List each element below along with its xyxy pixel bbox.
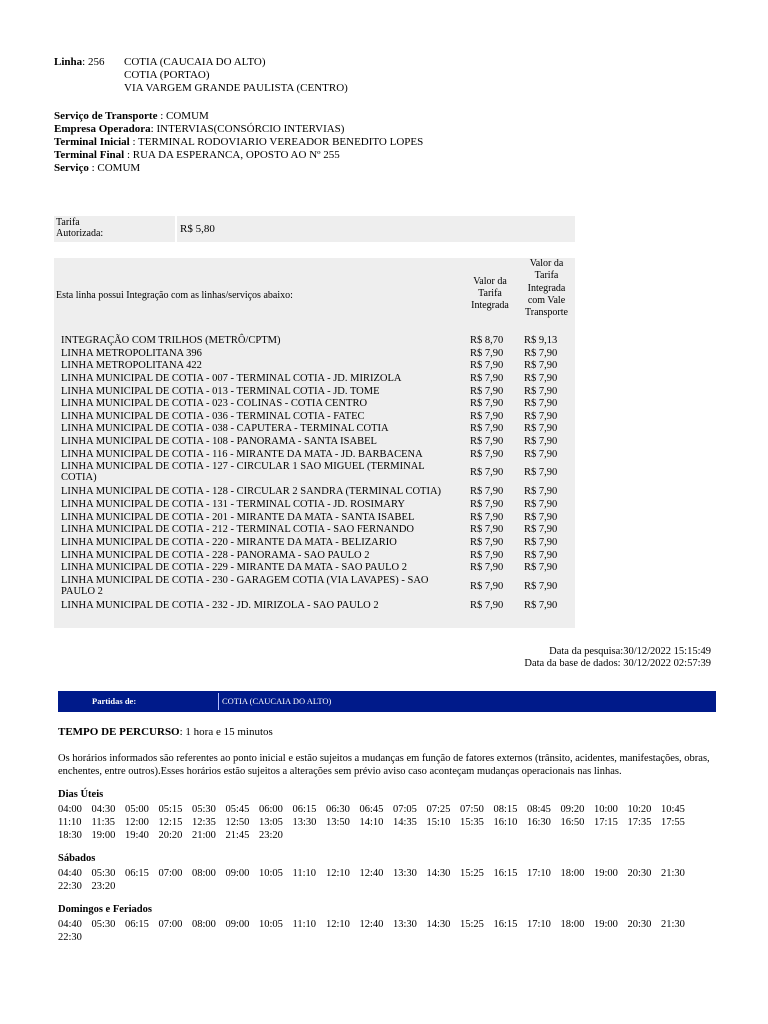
integracao-row-valor-vt: R$ 7,90: [524, 562, 558, 574]
integracao-row-valor-vt: R$ 7,90: [524, 360, 558, 372]
integracao-row-valor: R$ 7,90: [470, 499, 504, 511]
departure-time: 12:10: [326, 919, 350, 930]
servico-transporte-row: Serviço de Transporte : COMUM: [54, 110, 209, 122]
integracao-row-name: LINHA MUNICIPAL DE COTIA - 232 - JD. MIRIZOLA - SAO PAULO 2: [61, 599, 379, 611]
departure-time: 08:00: [192, 919, 216, 930]
departure-time: 11:10: [292, 919, 317, 930]
integracao-row: [54, 373, 575, 386]
departure-time: 15:10: [426, 817, 451, 828]
servico-label: Serviço: [54, 162, 89, 174]
integracao-row-valor-vt: R$ 7,90: [524, 599, 558, 611]
departure-time: 10:45: [661, 804, 685, 815]
integracao-row-valor-vt: R$ 7,90: [524, 511, 558, 523]
departure-time: 07:05: [393, 804, 417, 815]
sched-domingos: [58, 918, 718, 944]
departure-time: 16:10: [493, 817, 518, 828]
departure-time: 16:50: [560, 817, 585, 828]
integracao-row-valor: R$ 8,70: [470, 335, 504, 346]
integracao-row-valor: R$ 7,90: [470, 398, 504, 410]
tarifa-box: [54, 216, 575, 242]
departure-time: 10:20: [627, 804, 652, 815]
integracao-row-valor-vt: R$ 7,90: [524, 398, 558, 410]
sched-uteis: [58, 803, 718, 842]
departure-time: 10:05: [259, 919, 283, 930]
data-base: Data da base de dados: 30/12/2022 02:57:39: [524, 658, 711, 669]
partidas-bar: [58, 691, 716, 712]
departure-time: 14:35: [393, 817, 417, 828]
integracao-row: [54, 537, 575, 550]
terminal-final-label: Terminal Final: [54, 149, 125, 161]
departure-time: 20:20: [158, 830, 183, 841]
integracao-row-name: LINHA METROPOLITANA 396: [61, 347, 202, 359]
linha-header: Linha: 256: [54, 56, 105, 68]
departure-time: 22:30: [58, 932, 82, 943]
sched-sabados: [58, 867, 718, 893]
departure-time: 12:15: [158, 817, 183, 828]
col-header-tarifa-vale-transporte: Valor da Tarifa Integrada com Vale Transporte: [525, 258, 568, 319]
servico-value: COMUM: [97, 162, 141, 174]
departure-time: 13:50: [326, 817, 350, 828]
departure-time: 14:30: [426, 868, 451, 879]
departure-time: 17:55: [661, 817, 685, 828]
integracao-row: [54, 512, 575, 525]
departure-time: 05:15: [158, 804, 183, 815]
departure-time: 15:25: [460, 868, 484, 879]
integracao-row-valor: R$ 7,90: [470, 580, 504, 592]
servico-row: Serviço : COMUM: [54, 162, 141, 174]
integracao-row-valor-vt: R$ 7,90: [524, 410, 558, 422]
integracao-row: [54, 335, 575, 348]
servico-transporte-value: COMUM: [166, 110, 209, 122]
integracao-row-valor-vt: R$ 7,90: [524, 536, 558, 548]
integracao-row-name: LINHA MUNICIPAL DE COTIA - 220 - MIRANTE DA MATA - BELIZARIO: [61, 536, 397, 548]
integracao-row-name: LINHA MUNICIPAL DE COTIA - 128 - CIRCULAR 2 SANDRA (TERMINAL COTIA): [61, 486, 442, 498]
integracao-row: [54, 524, 575, 537]
linha-destino: COTIA (PORTAO): [124, 69, 210, 81]
integracao-row-name: LINHA MUNICIPAL DE COTIA - 023 - COLINAS - COTIA CENTRO: [61, 398, 368, 410]
info-block: [54, 110, 423, 175]
integracao-row-valor: R$ 7,90: [470, 467, 504, 479]
departure-time: 08:45: [527, 804, 551, 815]
departure-time: 17:10: [527, 919, 551, 930]
departure-time: 13:05: [259, 817, 283, 828]
tempo-percurso: [58, 726, 273, 738]
integracao-row: [54, 550, 575, 563]
integracao-row-valor: R$ 7,90: [470, 436, 504, 448]
integracao-row-valor: R$ 7,90: [470, 448, 504, 460]
integracao-row-valor-vt: R$ 7,90: [524, 347, 558, 359]
aviso-text: Os horários informados são referentes ao ponto inicial e estão sujeitos a mudanças em função de fatores externos (trânsito, acidentes, manifestações, obras, enchentes, entre outros).Esses horários estão sujeitos a alterações sem prévio aviso caso aconteçam mudanças operacionais nas linhas.: [58, 753, 710, 777]
empresa-value: INTERVIAS(CONSÓRCIO INTERVIAS): [156, 123, 345, 135]
tarifa-value: R$ 5,80: [180, 223, 215, 235]
departure-time: 13:30: [393, 868, 417, 879]
departure-time: 06:15: [125, 868, 149, 879]
linha-number: 256: [87, 56, 105, 68]
integracao-row-valor-vt: R$ 7,90: [524, 524, 558, 536]
tempo-value: : 1 hora e 15 minutos: [179, 726, 273, 738]
departure-time: 20:30: [627, 919, 652, 930]
departure-time: 06:30: [326, 804, 350, 815]
integracao-row-valor-vt: R$ 7,90: [524, 467, 558, 479]
integracao-row-valor: R$ 7,90: [470, 347, 504, 359]
integracao-row: [54, 449, 575, 462]
datas-block: [524, 646, 711, 670]
departure-time: 18:00: [560, 919, 585, 930]
departure-time: 08:15: [493, 804, 518, 815]
departure-time: 09:20: [560, 804, 585, 815]
col-header-tarifa-integrada: Valor da Tarifa Integrada: [471, 276, 509, 311]
integracao-row: [54, 575, 575, 600]
integracao-row-valor: R$ 7,90: [470, 511, 504, 523]
partidas-separator: [218, 693, 219, 710]
departure-time: 07:00: [158, 919, 183, 930]
integracao-row-name: LINHA METROPOLITANA 422: [61, 360, 202, 372]
departure-time: 04:40: [58, 919, 82, 930]
integracao-row-name: LINHA MUNICIPAL DE COTIA - 038 - CAPUTERA - TERMINAL COTIA: [61, 423, 389, 435]
empresa-label: Empresa Operadora: [54, 123, 151, 135]
departure-time: 16:30: [527, 817, 551, 828]
integracao-row: [54, 423, 575, 436]
departure-time: 17:10: [527, 868, 551, 879]
departure-time: 17:35: [627, 817, 652, 828]
departure-time: 21:00: [192, 830, 216, 841]
data-pesquisa: Data da pesquisa:30/12/2022 15:15:49: [549, 646, 711, 657]
departure-time: 05:30: [91, 868, 116, 879]
integracao-row-name: LINHA MUNICIPAL DE COTIA - 007 - TERMINAL COTIA - JD. MIRIZOLA: [61, 372, 402, 384]
departure-time: 06:45: [359, 804, 384, 815]
integracao-row-valor: R$ 7,90: [470, 536, 504, 548]
terminal-inicial-label: Terminal Inicial: [54, 136, 130, 148]
departure-time: 11:35: [91, 817, 116, 828]
departure-time: 11:10: [292, 868, 317, 879]
integracao-row: [54, 461, 575, 486]
integracao-row: [54, 486, 575, 499]
departure-time: 15:35: [460, 817, 484, 828]
departure-time: 19:00: [594, 919, 618, 930]
integracao-row-valor: R$ 7,90: [470, 423, 504, 435]
sched-title-sabados: Sábados: [58, 853, 96, 864]
departure-time: 08:00: [192, 868, 216, 879]
departure-time: 21:30: [661, 868, 685, 879]
departure-time: 04:30: [91, 804, 116, 815]
linha-destino: VIA VARGEM GRANDE PAULISTA (CENTRO): [124, 82, 348, 94]
linha-destinos: [124, 56, 348, 95]
departure-time: 13:30: [393, 919, 417, 930]
departure-time: 13:30: [292, 817, 317, 828]
departure-time: 20:30: [627, 868, 652, 879]
departure-time: 12:50: [225, 817, 250, 828]
departure-time: 04:00: [58, 804, 82, 815]
departure-time: 12:00: [125, 817, 149, 828]
tarifa-separator: [175, 216, 177, 242]
terminal-final-row: Terminal Final : RUA DA ESPERANCA, OPOSTO AO Nº 255: [54, 149, 340, 161]
departure-time: 07:50: [460, 804, 484, 815]
departure-time: 07:25: [426, 804, 451, 815]
integracao-row-valor-vt: R$ 9,13: [524, 335, 558, 346]
integracao-row-name: LINHA MUNICIPAL DE COTIA - 228 - PANORAMA - SAO PAULO 2: [61, 549, 370, 561]
integracao-row-valor-vt: R$ 7,90: [524, 448, 558, 460]
integracao-row-valor: R$ 7,90: [470, 599, 504, 611]
integracao-row: [54, 436, 575, 449]
departure-time: 10:05: [259, 868, 283, 879]
linha-destino: COTIA (CAUCAIA DO ALTO): [124, 56, 266, 68]
terminal-inicial-value: TERMINAL RODOVIARIO VEREADOR BENEDITO LOPES: [138, 136, 424, 148]
integracao-row-valor: R$ 7,90: [470, 385, 504, 397]
servico-transporte-label: Serviço de Transporte: [54, 110, 158, 122]
departure-time: 05:30: [192, 804, 216, 815]
departure-time: 12:35: [192, 817, 216, 828]
integracao-row-name: LINHA MUNICIPAL DE COTIA - 013 - TERMINAL COTIA - JD. TOME: [61, 385, 380, 397]
integracao-row-valor: R$ 7,90: [470, 410, 504, 422]
departure-time: 12:40: [359, 919, 384, 930]
integracao-row-valor-vt: R$ 7,90: [524, 486, 558, 498]
integracao-row-valor-vt: R$ 7,90: [524, 372, 558, 384]
departure-time: 16:15: [493, 868, 518, 879]
departure-time: 15:25: [460, 919, 484, 930]
terminal-final-value: RUA DA ESPERANCA, OPOSTO AO Nº 255: [132, 149, 340, 161]
integracao-row: [54, 411, 575, 424]
departure-time: 12:10: [326, 868, 350, 879]
integracao-row-valor-vt: R$ 7,90: [524, 423, 558, 435]
integracao-row-name: LINHA MUNICIPAL DE COTIA - 212 - TERMINAL COTIA - SAO FERNANDO: [61, 524, 415, 536]
departure-time: 12:40: [359, 868, 384, 879]
integracao-row-valor-vt: R$ 7,90: [524, 436, 558, 448]
integracao-row-valor-vt: R$ 7,90: [524, 549, 558, 561]
linha-label: Linha: [54, 56, 83, 68]
integracao-row-valor: R$ 7,90: [470, 524, 504, 536]
integracao-row-name: LINHA MUNICIPAL DE COTIA - 108 - PANORAMA - SANTA ISABEL: [61, 436, 377, 448]
integracao-row-name: LINHA MUNICIPAL DE COTIA - 127 - CIRCULAR 1 SAO MIGUEL (TERMINAL COTIA): [61, 461, 425, 484]
integracao-row-valor: R$ 7,90: [470, 372, 504, 384]
partidas-label: Partidas de:: [92, 696, 137, 706]
departure-time: 22:30: [58, 881, 82, 892]
integracao-row-valor: R$ 7,90: [470, 486, 504, 498]
sched-title-uteis: Dias Úteis: [58, 789, 104, 800]
integracao-row-valor-vt: R$ 7,90: [524, 499, 558, 511]
integracao-row: [54, 600, 575, 613]
integracao-rows: [54, 335, 575, 613]
departure-time: 14:30: [426, 919, 451, 930]
integracao-row-valor-vt: R$ 7,90: [524, 385, 558, 397]
integracao-table: [54, 258, 575, 628]
integracao-row: [54, 360, 575, 373]
departure-time: 23:20: [259, 830, 283, 841]
departure-time: 18:00: [560, 868, 585, 879]
departure-time: 19:40: [125, 830, 149, 841]
integracao-caption: Esta linha possui Integração com as linhas/serviços abaixo:: [56, 290, 293, 301]
integracao-row: [54, 386, 575, 399]
departure-time: 07:00: [158, 868, 183, 879]
departure-time: 19:00: [594, 868, 618, 879]
tarifa-label: Tarifa Autorizada:: [56, 217, 104, 239]
integracao-row: [54, 348, 575, 361]
departure-time: 14:10: [359, 817, 384, 828]
tempo-label: TEMPO DE PERCURSO: [58, 726, 180, 738]
departure-time: 10:00: [594, 804, 618, 815]
departure-time: 11:10: [58, 817, 82, 828]
partidas-value: COTIA (CAUCAIA DO ALTO): [222, 696, 332, 706]
integracao-row-name: LINHA MUNICIPAL DE COTIA - 131 - TERMINAL COTIA - JD. ROSIMARY: [61, 499, 405, 511]
departure-time: 19:00: [91, 830, 116, 841]
departure-time: 04:40: [58, 868, 82, 879]
departure-time: 23:20: [91, 881, 116, 892]
empresa-row: Empresa Operadora: INTERVIAS(CONSÓRCIO INTERVIAS): [54, 123, 345, 135]
departure-time: 18:30: [58, 830, 82, 841]
integracao-row-valor: R$ 7,90: [470, 360, 504, 372]
departure-time: 09:00: [225, 868, 250, 879]
integracao-row-name: LINHA MUNICIPAL DE COTIA - 116 - MIRANTE DA MATA - JD. BARBACENA: [61, 448, 423, 460]
departure-time: 17:15: [594, 817, 618, 828]
terminal-inicial-row: Terminal Inicial : TERMINAL RODOVIARIO VEREADOR BENEDITO LOPES: [54, 136, 424, 148]
integracao-row-name: LINHA MUNICIPAL DE COTIA - 201 - MIRANTE DA MATA - SANTA ISABEL: [61, 511, 415, 523]
integracao-row-valor: R$ 7,90: [470, 549, 504, 561]
departure-time: 06:15: [125, 919, 149, 930]
departure-time: 05:45: [225, 804, 250, 815]
integracao-row: [54, 398, 575, 411]
integracao-row-name: LINHA MUNICIPAL DE COTIA - 229 - MIRANTE DA MATA - SAO PAULO 2: [61, 562, 407, 574]
integracao-row-name: LINHA MUNICIPAL DE COTIA - 036 - TERMINAL COTIA - FATEC: [61, 410, 365, 422]
departure-time: 21:45: [225, 830, 250, 841]
integracao-row-valor-vt: R$ 7,90: [524, 580, 558, 592]
integracao-row: [54, 562, 575, 575]
integracao-row-valor: R$ 7,90: [470, 562, 504, 574]
departure-time: 16:15: [493, 919, 518, 930]
departure-time: 21:30: [661, 919, 685, 930]
integracao-row-name: INTEGRAÇÃO COM TRILHOS (METRÔ/CPTM): [61, 335, 281, 346]
departure-time: 05:00: [125, 804, 149, 815]
integracao-row: [54, 499, 575, 512]
departure-time: 09:00: [225, 919, 250, 930]
departure-time: 05:30: [91, 919, 116, 930]
departure-time: 06:15: [292, 804, 317, 815]
departure-time: 06:00: [259, 804, 283, 815]
integracao-row-name: LINHA MUNICIPAL DE COTIA - 230 - GARAGEM COTIA (VIA LAVAPES) - SAO PAULO 2: [61, 574, 429, 597]
sched-title-domingos: Domingos e Feriados: [58, 904, 152, 915]
